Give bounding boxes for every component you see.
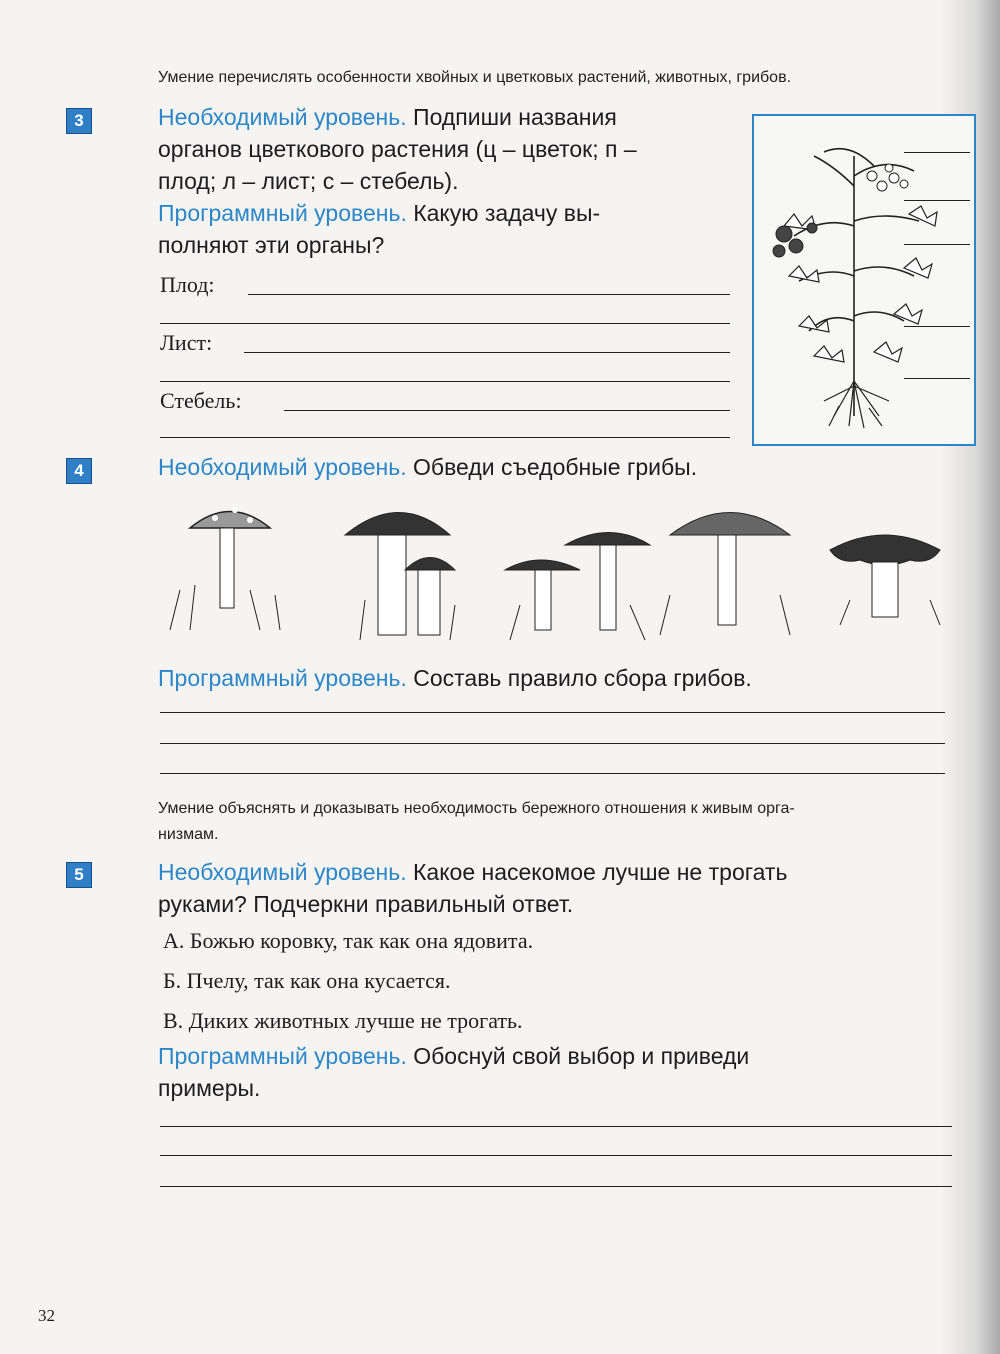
task-3-line-2: органов цветкового растения (ц – цветок; п – — [158, 136, 637, 162]
task-3-line-4: Какую задачу вы- — [413, 200, 601, 226]
task-4-line-1: Обведи съедобные грибы. — [413, 454, 698, 480]
answer-option-a[interactable]: А. Божью коровку, так как она ядовита. — [163, 928, 534, 953]
plant-label-line[interactable] — [904, 244, 970, 245]
answer-line[interactable] — [160, 1155, 952, 1156]
answer-line[interactable] — [160, 1126, 952, 1127]
answer-line-leaf[interactable] — [244, 352, 730, 353]
label-fruit: Плод: — [160, 272, 215, 297]
skill-heading-2-line-1: Умение объяснять и доказывать необходимость бережного отношения к живым орга- — [158, 800, 795, 817]
task-3-line-1: Подпиши названия — [413, 104, 617, 130]
answer-line[interactable] — [160, 437, 730, 438]
level-label-required: Необходимый уровень. — [158, 454, 407, 480]
mushroom-false-parasol[interactable] — [660, 513, 790, 636]
mushroom-milk-cap[interactable] — [830, 535, 940, 625]
answer-line[interactable] — [160, 712, 945, 713]
task-5-line-2: руками? Подчеркни правильный ответ. — [158, 891, 574, 917]
label-stem: Стебель: — [160, 388, 242, 413]
mushrooms-illustration — [150, 490, 960, 650]
label-leaf: Лист: — [160, 330, 213, 355]
answer-option-b[interactable]: Б. Пчелу, так как она кусается. — [163, 968, 451, 993]
task-number-badge: 4 — [66, 458, 92, 484]
skill-heading-2-line-2: низмам. — [158, 826, 219, 843]
plant-label-line[interactable] — [904, 152, 970, 153]
level-label-program: Программный уровень. — [158, 200, 407, 226]
mushroom-russula-group[interactable] — [505, 533, 650, 641]
page-number: 32 — [38, 1306, 55, 1325]
tomato-plant-illustration — [754, 116, 974, 444]
task-4-program-text — [158, 662, 752, 694]
task-5-line-4: примеры. — [158, 1075, 261, 1101]
skill-heading-1: Умение перечислять особенности хвойных и цветковых растений, животных, грибов. — [158, 69, 792, 86]
level-label-required: Необходимый уровень. — [158, 104, 407, 130]
answer-line[interactable] — [160, 1186, 952, 1187]
task-number-badge: 3 — [66, 108, 92, 134]
mushroom-boletus-pair[interactable] — [345, 513, 455, 641]
task-5-line-1: Какое насекомое лучше не трогать — [413, 859, 788, 885]
answer-line-stem[interactable] — [284, 410, 730, 411]
task-3-text — [158, 101, 748, 261]
answer-option-c[interactable]: В. Диких животных лучше не трогать. — [163, 1008, 523, 1033]
plant-label-line[interactable] — [904, 378, 970, 379]
answer-line-fruit[interactable] — [248, 294, 730, 295]
answer-line[interactable] — [160, 743, 945, 744]
level-label-required: Необходимый уровень. — [158, 859, 407, 885]
task-3-line-5: полняют эти органы? — [158, 232, 385, 258]
task-5-program-text — [158, 1040, 958, 1104]
plant-label-line[interactable] — [904, 326, 970, 327]
answer-line[interactable] — [160, 773, 945, 774]
plant-label-line[interactable] — [904, 200, 970, 201]
task-4-text — [158, 451, 697, 483]
task-5-line-3: Обоснуй свой выбор и приведи — [413, 1043, 750, 1069]
task-3-line-3: плод; л – лист; с – стебель). — [158, 168, 459, 194]
mushroom-fly-agaric[interactable] — [170, 507, 280, 630]
level-label-program: Программный уровень. — [158, 665, 407, 691]
task-4-line-2: Составь правило сбора грибов. — [413, 665, 752, 691]
answer-line[interactable] — [160, 381, 730, 382]
answer-line[interactable] — [160, 323, 730, 324]
plant-figure — [752, 114, 976, 446]
level-label-program: Программный уровень. — [158, 1043, 407, 1069]
task-number-badge: 5 — [66, 862, 92, 888]
task-5-text — [158, 856, 958, 920]
